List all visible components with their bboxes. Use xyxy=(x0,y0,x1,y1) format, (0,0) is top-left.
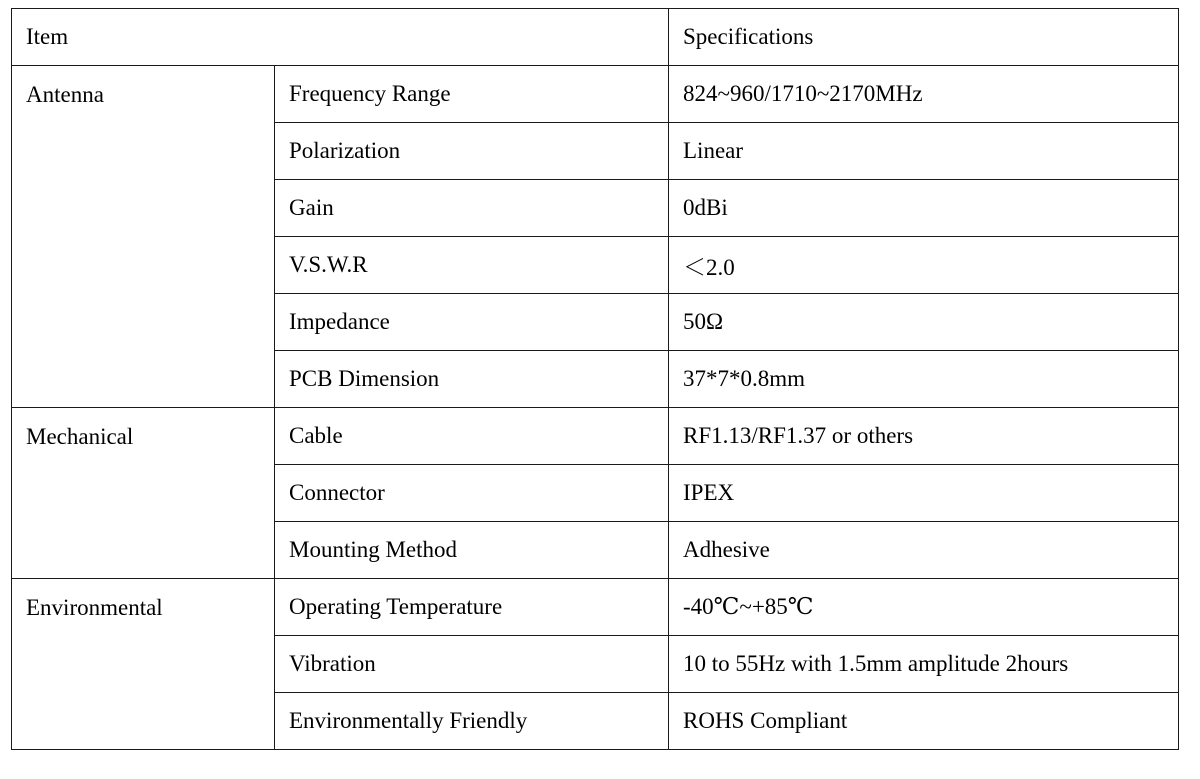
param-cell: V.S.W.R xyxy=(275,237,669,294)
param-cell: Cable xyxy=(275,408,669,465)
param-cell: Operating Temperature xyxy=(275,579,669,636)
value-cell: RF1.13/RF1.37 or others xyxy=(669,408,1179,465)
table-row xyxy=(12,66,1179,123)
param-cell: Gain xyxy=(275,180,669,237)
value-cell: 50Ω xyxy=(669,294,1179,351)
param-cell: Impedance xyxy=(275,294,669,351)
value-cell: Linear xyxy=(669,123,1179,180)
param-cell: Environmentally Friendly xyxy=(275,693,669,750)
spec-table xyxy=(11,8,1179,750)
param-cell: PCB Dimension xyxy=(275,351,669,408)
header-specifications: Specifications xyxy=(669,9,1179,66)
value-cell: ＜2.0 xyxy=(669,237,1179,294)
value-cell: -40℃~+85℃ xyxy=(669,579,1179,636)
table-header-row xyxy=(12,9,1179,66)
param-cell: Frequency Range xyxy=(275,66,669,123)
value-cell: 824~960/1710~2170MHz xyxy=(669,66,1179,123)
value-cell: IPEX xyxy=(669,465,1179,522)
param-cell: Connector xyxy=(275,465,669,522)
value-cell: 37*7*0.8mm xyxy=(669,351,1179,408)
param-cell: Polarization xyxy=(275,123,669,180)
value-cell: 10 to 55Hz with 1.5mm amplitude 2hours xyxy=(669,636,1179,693)
table-row xyxy=(12,579,1179,636)
param-cell: Mounting Method xyxy=(275,522,669,579)
value-cell: 0dBi xyxy=(669,180,1179,237)
group-environmental: Environmental xyxy=(12,579,275,750)
value-cell: Adhesive xyxy=(669,522,1179,579)
group-antenna: Antenna xyxy=(12,66,275,408)
header-item: Item xyxy=(12,9,669,66)
table-row xyxy=(12,408,1179,465)
param-cell: Vibration xyxy=(275,636,669,693)
value-cell: ROHS Compliant xyxy=(669,693,1179,750)
group-mechanical: Mechanical xyxy=(12,408,275,579)
